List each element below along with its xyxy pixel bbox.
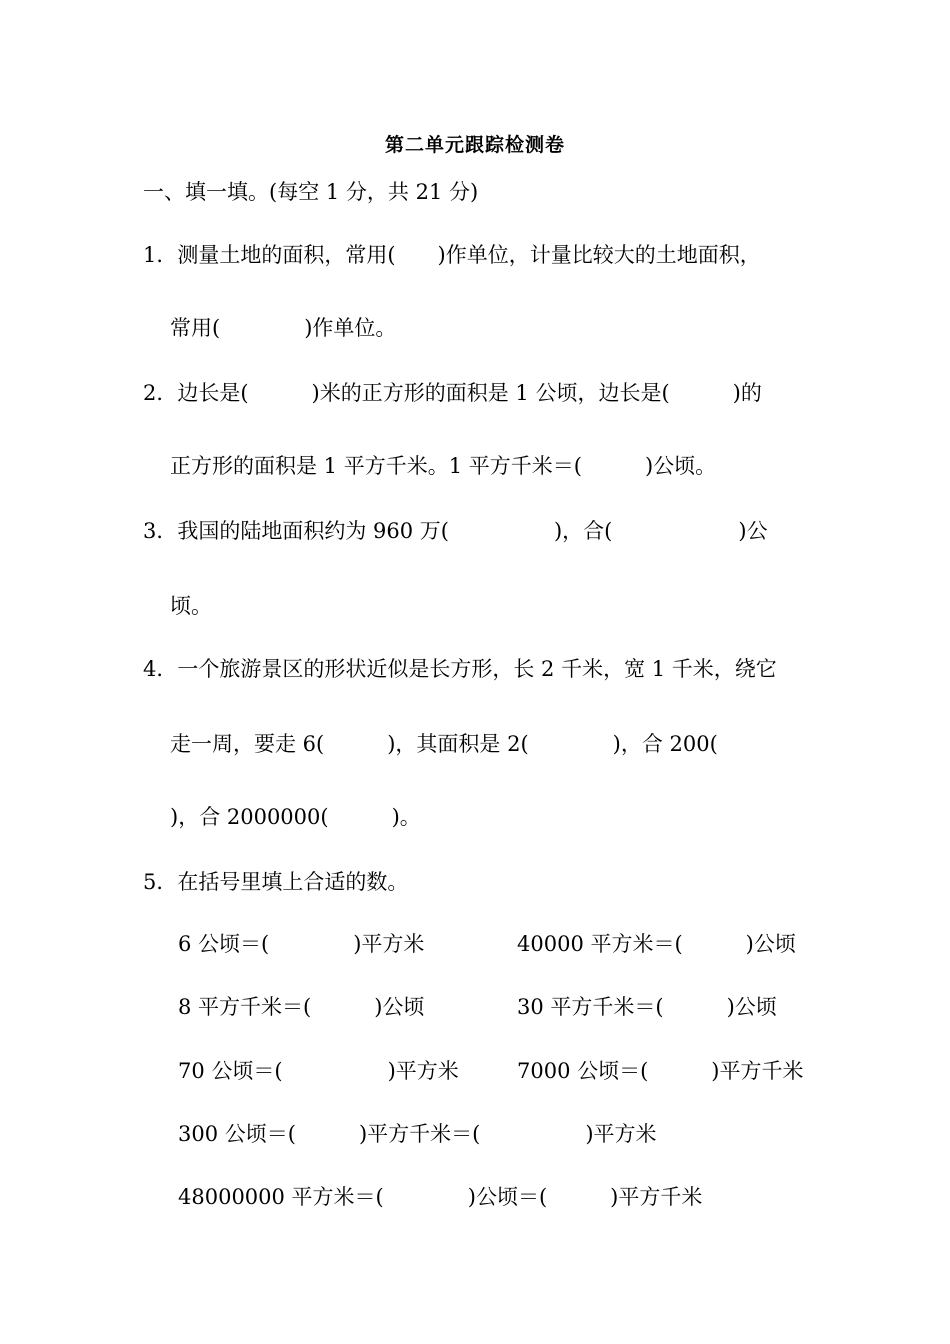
q5-item-3-left: 70 公顷＝( )平方米 [178, 1059, 459, 1083]
section1-heading: 一、填一填。(每空 1 分，共 21 分) [143, 180, 479, 204]
q4-line1: 4．一个旅游景区的形状近似是长方形，长 2 千米，宽 1 千米，绕它 [143, 657, 777, 681]
q5-item-1-left: 6 公顷＝( )平方米 [178, 932, 425, 956]
q1-line2: 常用( )作单位。 [170, 316, 397, 340]
q5-item-1-right: 40000 平方米＝( )公顷 [517, 932, 796, 956]
q5-item-5: 48000000 平方米＝( )公顷＝( )平方千米 [178, 1185, 703, 1209]
page-title: 第二单元跟踪检测卷 [384, 134, 565, 156]
q3-line2: 顷。 [170, 594, 212, 618]
q5-item-4: 300 公顷＝( )平方千米＝( )平方米 [178, 1122, 657, 1146]
q5-line1: 5．在括号里填上合适的数。 [143, 870, 409, 894]
q5-item-3-right: 7000 公顷＝( )平方千米 [517, 1059, 804, 1083]
q5-item-2-left: 8 平方千米＝( )公顷 [178, 995, 425, 1019]
q3-line1: 3．我国的陆地面积约为 960 万( )，合( )公 [143, 519, 768, 543]
q2-line1: 2．边长是( )米的正方形的面积是 1 公顷，边长是( )的 [143, 381, 762, 405]
q1-line1: 1．测量土地的面积，常用( )作单位，计量比较大的土地面积， [143, 243, 761, 267]
q4-line3: )，合 2000000( )。 [170, 805, 421, 829]
q4-line2: 走一周，要走 6( )，其面积是 2( )，合 200( [170, 732, 718, 756]
q5-item-2-right: 30 平方千米＝( )公顷 [517, 995, 777, 1019]
q2-line2: 正方形的面积是 1 平方千米。1 平方千米＝( )公顷。 [170, 454, 717, 478]
